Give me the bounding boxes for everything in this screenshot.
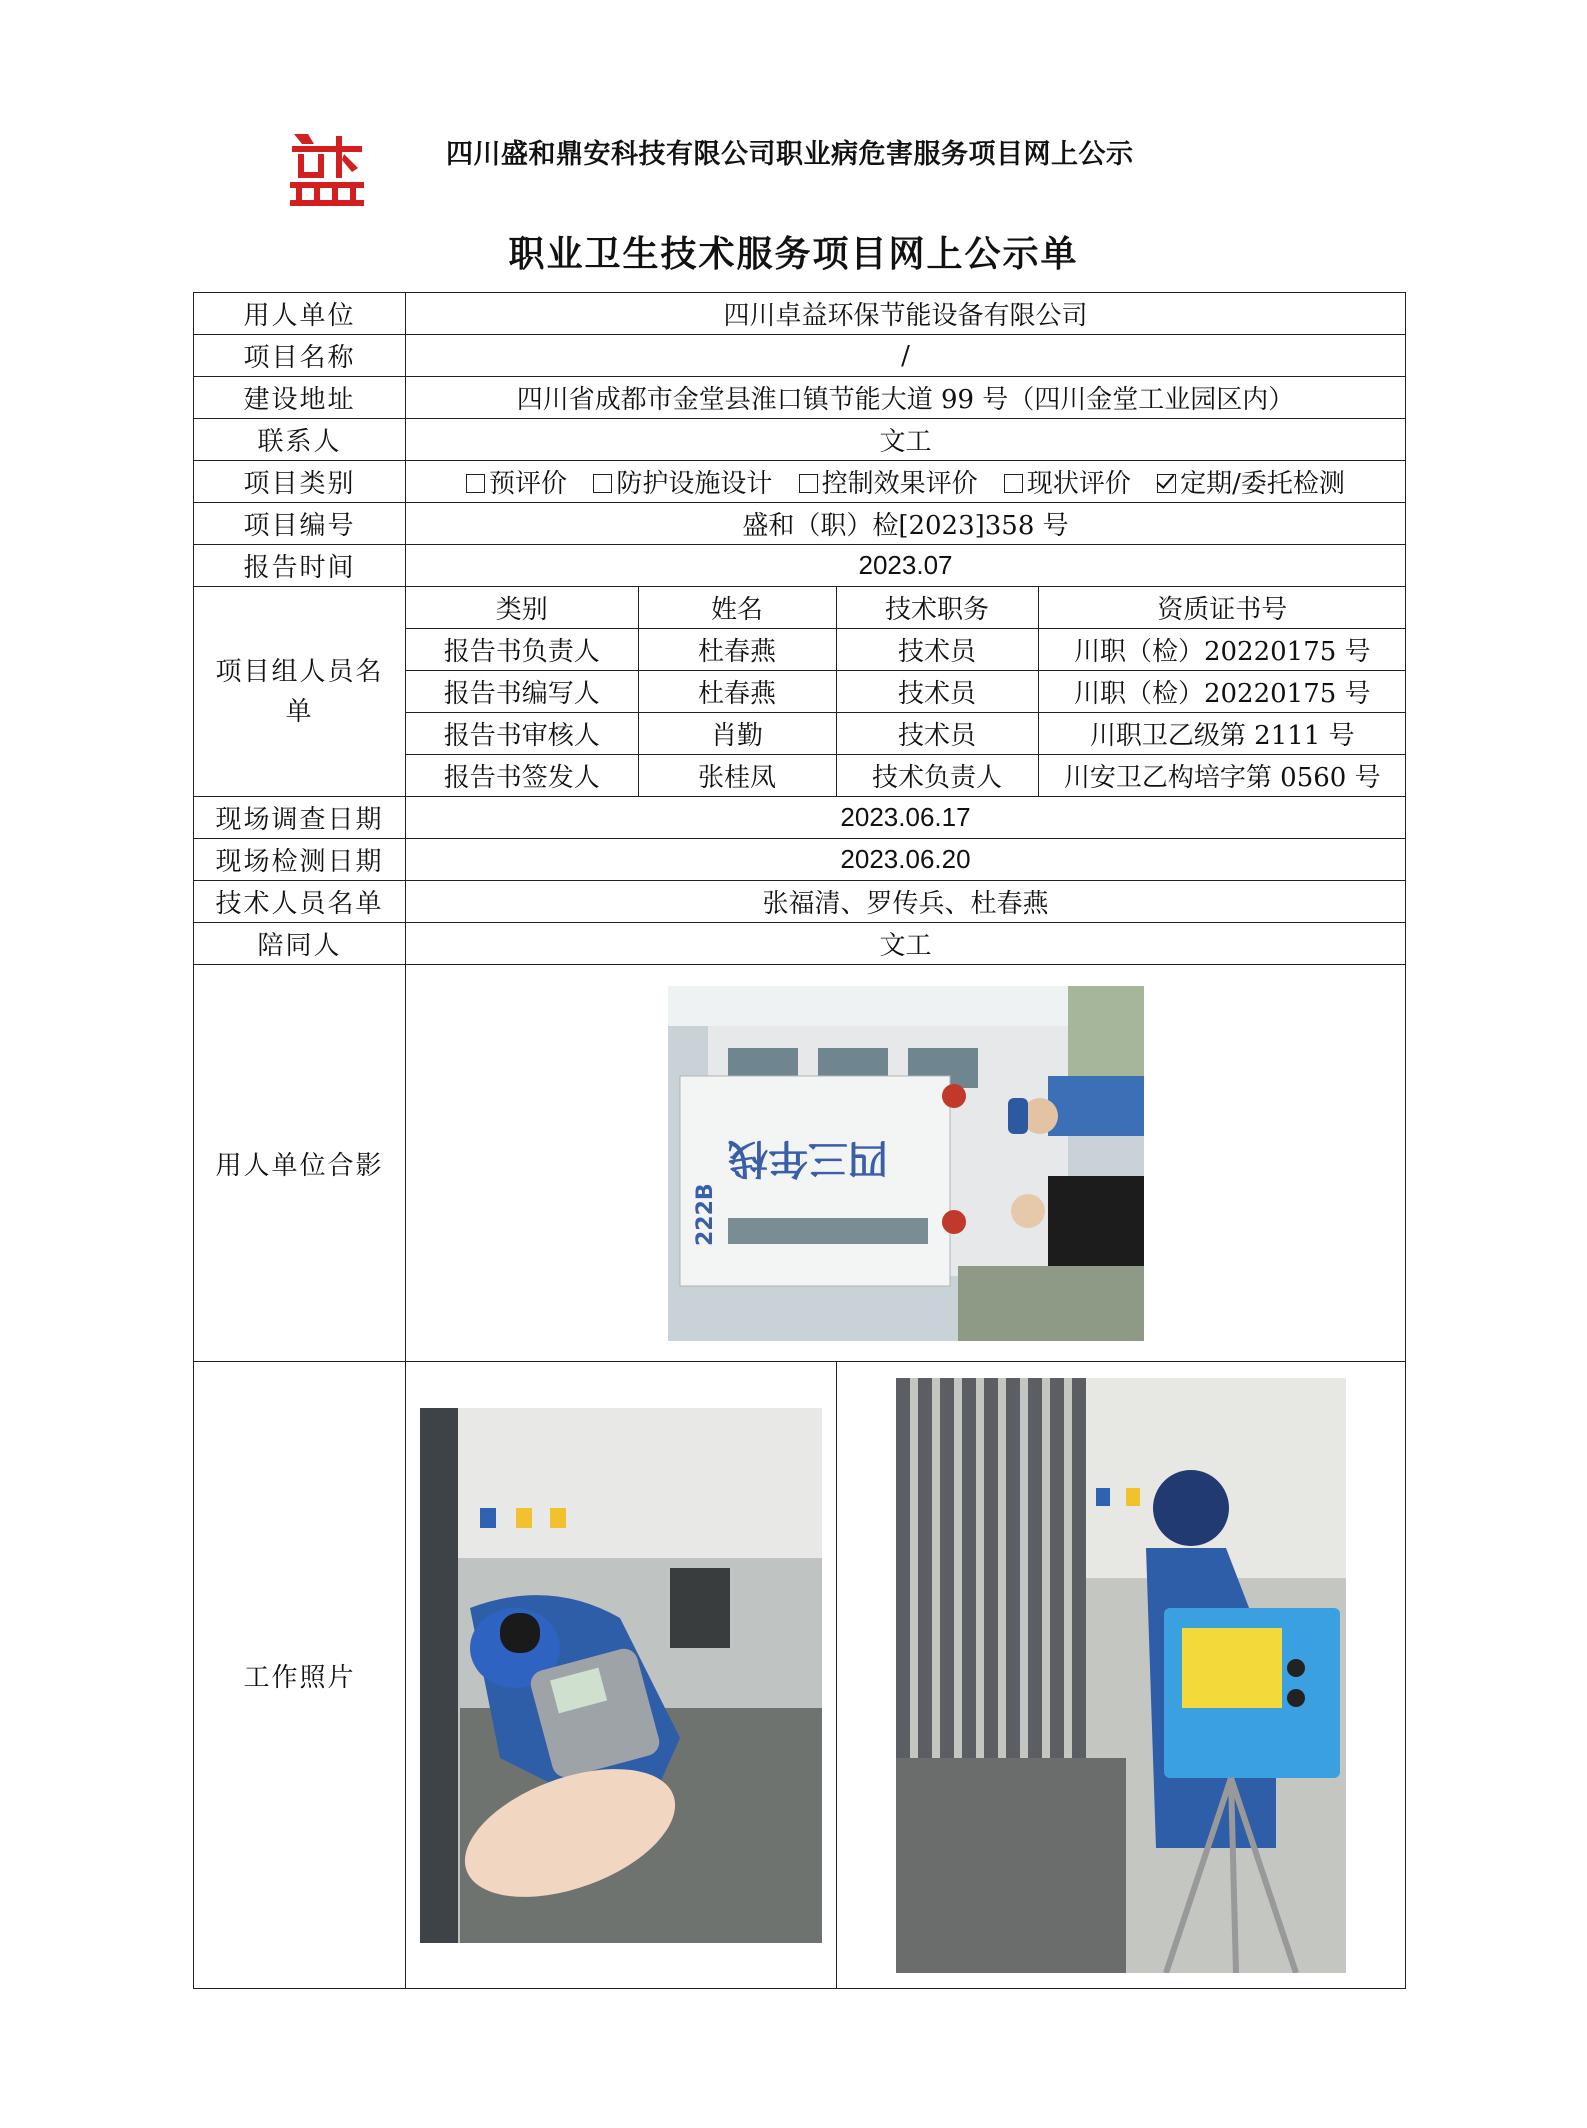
team-cell-title: 技术员 <box>836 671 1038 713</box>
team-cell-role: 报告书编写人 <box>406 671 638 713</box>
label-companion: 陪同人 <box>194 923 406 965</box>
option-periodic-testing <box>1157 469 1345 499</box>
label-category: 项目类别 <box>194 461 406 503</box>
row-technicians <box>194 881 1406 923</box>
row-companion <box>194 923 1406 965</box>
checkbox-periodic-testing-checked <box>1157 474 1176 493</box>
option-protection-design <box>593 469 772 499</box>
team-row <box>406 671 1406 713</box>
option-label: 预评价 <box>489 469 568 499</box>
team-cell-certificate: 川安卫乙构培字第 0560 号 <box>1038 755 1406 797</box>
label-report-time: 报告时间 <box>194 545 406 587</box>
row-group-photo <box>194 965 1406 1362</box>
value-technicians: 张福清、罗传兵、杜春燕 <box>406 881 1406 923</box>
team-header-certificate: 资质证书号 <box>1038 587 1406 629</box>
team-cell-certificate: 川职卫乙级第 2111 号 <box>1038 713 1406 755</box>
option-status-evaluation <box>1004 469 1131 499</box>
team-row <box>406 755 1406 797</box>
value-survey-date: 2023.06.17 <box>406 797 1406 839</box>
work-photo-cell-1 <box>406 1362 836 1988</box>
value-companion: 文工 <box>406 923 1406 965</box>
row-category <box>194 461 1406 503</box>
label-address: 建设地址 <box>194 377 406 419</box>
group-photo-image <box>668 986 1144 1341</box>
work-photo-cell-2 <box>836 1362 1406 1988</box>
label-project-no: 项目编号 <box>194 503 406 545</box>
team-cell-role: 报告书审核人 <box>406 713 638 755</box>
building-number: 222B <box>692 1182 718 1246</box>
work-photos-table <box>406 1362 1406 1988</box>
document-header <box>288 128 1388 208</box>
checkbox-protection-design <box>593 474 612 493</box>
team-cell-certificate: 川职（检）20220175 号 <box>1038 671 1406 713</box>
row-team <box>194 587 1406 797</box>
team-cell-title: 技术员 <box>836 713 1038 755</box>
work-photos-cell <box>406 1362 1406 1989</box>
value-test-date: 2023.06.20 <box>406 839 1406 881</box>
team-cell-name: 肖勤 <box>638 713 836 755</box>
team-header-row <box>406 587 1406 629</box>
value-project-no: 盛和（职）检[2023]358 号 <box>406 503 1406 545</box>
row-address <box>194 377 1406 419</box>
category-options <box>406 461 1406 503</box>
team-cell-role: 报告书负责人 <box>406 629 638 671</box>
team-cell-title: 技术员 <box>836 629 1038 671</box>
label-employer: 用人单位 <box>194 293 406 335</box>
option-label: 现状评价 <box>1026 469 1131 499</box>
row-test-date <box>194 839 1406 881</box>
checkbox-status-evaluation <box>1004 474 1023 493</box>
label-survey-date: 现场调查日期 <box>194 797 406 839</box>
row-contact <box>194 419 1406 461</box>
row-employer <box>194 293 1406 335</box>
team-header-name: 姓名 <box>638 587 836 629</box>
work-photo-noise-meter <box>420 1408 822 1943</box>
row-project-no <box>194 503 1406 545</box>
label-work-photos: 工作照片 <box>194 1362 406 1989</box>
option-control-effect <box>799 469 978 499</box>
label-team: 项目组人员名单 <box>194 587 406 797</box>
option-pre-evaluation <box>466 469 567 499</box>
value-report-time: 2023.07 <box>406 545 1406 587</box>
row-report-time <box>194 545 1406 587</box>
option-label: 定期/委托检测 <box>1180 469 1345 499</box>
checkbox-control-effect <box>799 474 818 493</box>
team-row <box>406 629 1406 671</box>
value-employer: 四川卓益环保节能设备有限公司 <box>406 293 1406 335</box>
value-address: 四川省成都市金堂县淮口镇节能大道 99 号（四川金堂工业园区内） <box>406 377 1406 419</box>
team-cell-name: 杜春燕 <box>638 629 836 671</box>
team-cell-title: 技术负责人 <box>836 755 1038 797</box>
label-group-photo: 用人单位合影 <box>194 965 406 1362</box>
team-header-category: 类别 <box>406 587 638 629</box>
team-row <box>406 713 1406 755</box>
label-project-name: 项目名称 <box>194 335 406 377</box>
row-project-name <box>194 335 1406 377</box>
option-label: 控制效果评价 <box>821 469 978 499</box>
document-title: 职业卫生技术服务项目网上公示单 <box>508 233 1079 275</box>
label-test-date: 现场检测日期 <box>194 839 406 881</box>
work-photo-dust-sampler <box>896 1378 1346 1973</box>
value-contact: 文工 <box>406 419 1406 461</box>
group-photo-cell <box>406 965 1406 1362</box>
sign-text: 四三年栈 <box>727 1134 888 1181</box>
publicity-form-table <box>193 292 1406 1989</box>
team-header-title: 技术职务 <box>836 587 1038 629</box>
team-cell-role: 报告书签发人 <box>406 755 638 797</box>
team-cell-certificate: 川职（检）20220175 号 <box>1038 629 1406 671</box>
team-table <box>406 587 1406 796</box>
value-project-name: / <box>406 335 1406 377</box>
row-work-photos <box>194 1362 1406 1989</box>
company-title: 四川盛和鼎安科技有限公司职业病危害服务项目网上公示 <box>446 139 1134 170</box>
row-survey-date <box>194 797 1406 839</box>
team-cell-name: 杜春燕 <box>638 671 836 713</box>
team-cell <box>406 587 1406 797</box>
checkbox-pre-evaluation <box>466 474 485 493</box>
company-logo <box>288 128 366 208</box>
label-technicians: 技术人员名单 <box>194 881 406 923</box>
team-cell-name: 张桂凤 <box>638 755 836 797</box>
option-label: 防护设施设计 <box>616 469 773 499</box>
label-contact: 联系人 <box>194 419 406 461</box>
group-photo <box>668 986 1144 1341</box>
